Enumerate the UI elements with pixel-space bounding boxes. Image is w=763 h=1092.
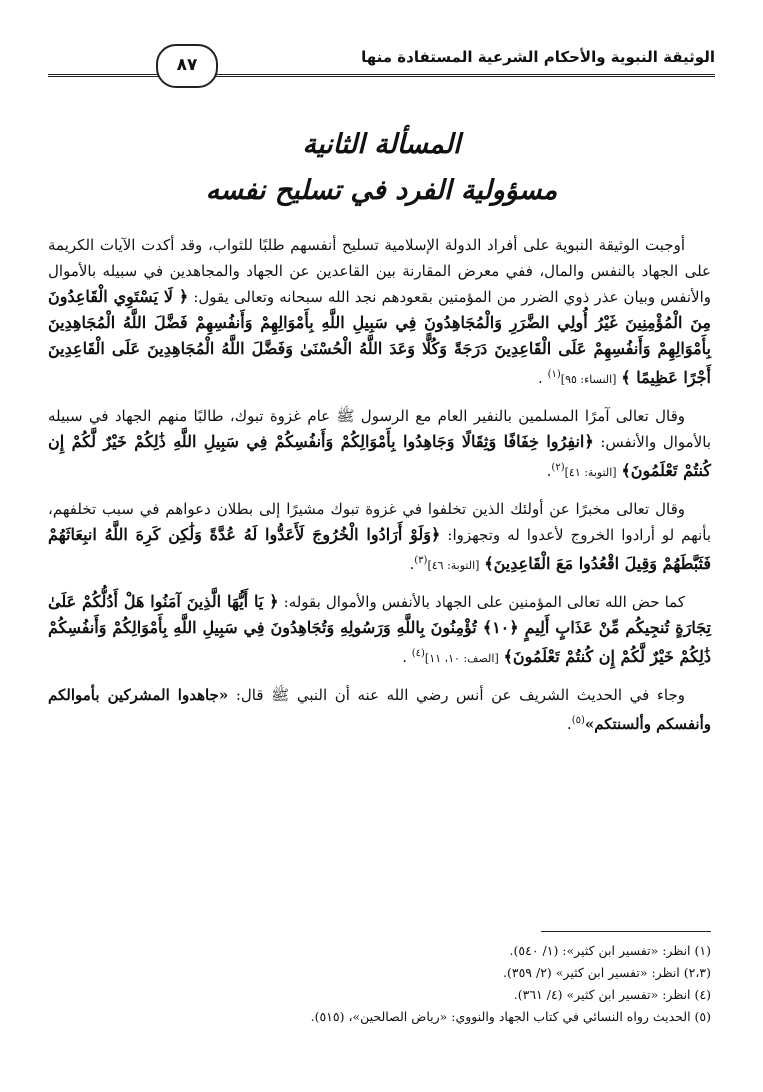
paragraph-text: وقال تعالى مخبرًا عن أولئك الذين تخلفوا في غزوة تبوك مشيرًا إلى بطلان دعواهم في سبب تخلفهم، بأنهم لو أرادوا الخروج لأعدوا له وتجهزوا: bbox=[48, 500, 712, 544]
paragraph-tail: . bbox=[566, 715, 572, 733]
footnote-marker[interactable]: (٣) bbox=[414, 555, 428, 566]
verse-reference: [النساء: ٩٥] bbox=[560, 373, 617, 386]
section-title-line-1: المسألة الثانية bbox=[302, 129, 461, 160]
footnote: (٢،٣) انظر: «تفسير ابن كثير» (٢/ ٣٥٩). bbox=[503, 965, 711, 980]
footnote-rule bbox=[541, 931, 711, 932]
running-title: الوثيقة النبوية والأحكام الشرعية المستفادة منها bbox=[361, 48, 715, 66]
quran-verse: ﴿وَلَوْ أَرَادُوا الْخُرُوجَ لَأَعَدُّوا لَهُ عُدَّةً وَلَٰكِن كَرِهَ اللَّهُ انبِعَاثَهُمْ فَثَبَّطَهُمْ وَقِيلَ اقْعُدُوا مَعَ الْقَاعِدِينَ﴾ bbox=[48, 525, 711, 573]
section-title bbox=[48, 122, 715, 214]
footnote-marker[interactable]: (١) bbox=[547, 369, 561, 380]
paragraph-tail: . bbox=[409, 555, 415, 573]
footnote: (٥) الحديث رواه النسائي في كتاب الجهاد والنووي: «رياض الصالحين»، (٥١٥). bbox=[310, 1009, 711, 1024]
verse-reference: [التوبة: ٤٦] bbox=[427, 559, 480, 572]
verse-reference: [الصف: ١٠، ١١] bbox=[424, 652, 499, 665]
header-rule bbox=[48, 74, 715, 77]
paragraph-text: وجاء في الحديث الشريف عن أنس رضي الله عنه أن النبي ﷺ قال: bbox=[235, 686, 685, 704]
footnotes bbox=[48, 940, 711, 1028]
paragraph-tail: . bbox=[546, 462, 552, 480]
paragraph bbox=[48, 403, 711, 486]
footnote-marker[interactable]: (٥) bbox=[571, 715, 585, 726]
paragraph bbox=[48, 496, 711, 579]
paragraph bbox=[48, 589, 711, 672]
footnote: (١) انظر: «تفسير ابن كثير»: (١/ ٥٤٠). bbox=[509, 943, 711, 958]
verse-reference: [التوبة: ٤١] bbox=[564, 466, 617, 479]
page-number: ٨٧ bbox=[156, 44, 218, 88]
paragraph-tail: . bbox=[538, 369, 548, 387]
quran-verse: ﴿ لَا يَسْتَوِي الْقَاعِدُونَ مِنَ الْمُؤْمِنِينَ غَيْرُ أُولِي الضَّرَرِ وَالْمُجَاهِدُونَ فِي سَبِيلِ اللَّهِ بِأَمْوَالِهِمْ وَأَنفُسِهِمْ فَضَّلَ اللَّهُ الْمُجَاهِدِينَ بِأَمْوَالِهِمْ وَأَنفُسِهِمْ عَلَى الْقَاعِدِينَ دَرَجَةً وَكُلًّا وَعَدَ اللَّهُ الْحُسْنَىٰ وَفَضَّلَ اللَّهُ الْمُجَاهِدِينَ عَلَى الْقَاعِدِينَ أَجْرًا عَظِيمًا ﴾ bbox=[48, 287, 712, 387]
paragraph-text: وقال تعالى آمرًا المسلمين بالنفير العام مع الرسول ﷺ عام غزوة تبوك، طالبًا منهم الجهاد في سبيله بالأموال والأنفس: bbox=[48, 407, 711, 451]
paragraph bbox=[48, 232, 711, 393]
hadith-quote: «جاهدوا المشركين بأموالكم وأنفسكم وألسنتكم» bbox=[48, 686, 711, 733]
paragraph-tail: . bbox=[402, 648, 412, 666]
paragraph-text: أوجبت الوثيقة النبوية على أفراد الدولة الإسلامية تسليح أنفسهم طلبًا للثواب، وقد أكدت الآيات الكريمة على الجهاد بالنفس والمال، ففي معرض المقارنة بين القاعدين عن الجهاد والمجاهدين في سبيله بالأموال والأنفس وبيان عذر ذوي الضرر من المؤمنين بقعودهم نجد الله سبحانه وتعالى يقول: bbox=[48, 236, 711, 306]
quran-verse: ﴿انفِرُوا خِفَافًا وَثِقَالًا وَجَاهِدُوا بِأَمْوَالِكُمْ وَأَنفُسِكُمْ فِي سَبِيلِ اللَّهِ ذَٰلِكُمْ خَيْرٌ لَّكُمْ إِن كُنتُمْ تَعْلَمُونَ﴾ bbox=[48, 432, 711, 480]
paragraph bbox=[48, 682, 711, 737]
quran-verse: ﴿ يَا أَيُّهَا الَّذِينَ آمَنُوا هَلْ أَدُلُّكُمْ عَلَىٰ تِجَارَةٍ تُنجِيكُم مِّنْ عَذَابٍ أَلِيمٍ ﴿١٠﴾ تُؤْمِنُونَ بِاللَّهِ وَرَسُولِهِ وَتُجَاهِدُونَ فِي سَبِيلِ اللَّهِ بِأَمْوَالِكُمْ وَأَنفُسِكُمْ ذَٰلِكُمْ خَيْرٌ لَّكُمْ إِن كُنتُمْ تَعْلَمُونَ﴾ bbox=[48, 592, 711, 666]
footnote: (٤) انظر: «تفسير ابن كثير» (٤/ ٣٦١). bbox=[513, 987, 711, 1002]
footnote-marker[interactable]: (٤) bbox=[411, 648, 425, 659]
footnote-marker[interactable]: (٢) bbox=[551, 462, 565, 473]
body-text bbox=[48, 232, 711, 747]
running-header bbox=[48, 44, 715, 84]
paragraph-text: كما حض الله تعالى المؤمنين على الجهاد بالأنفس والأموال بقوله: bbox=[283, 593, 685, 611]
section-title-line-2: مسؤولية الفرد في تسليح نفسه bbox=[205, 175, 558, 206]
